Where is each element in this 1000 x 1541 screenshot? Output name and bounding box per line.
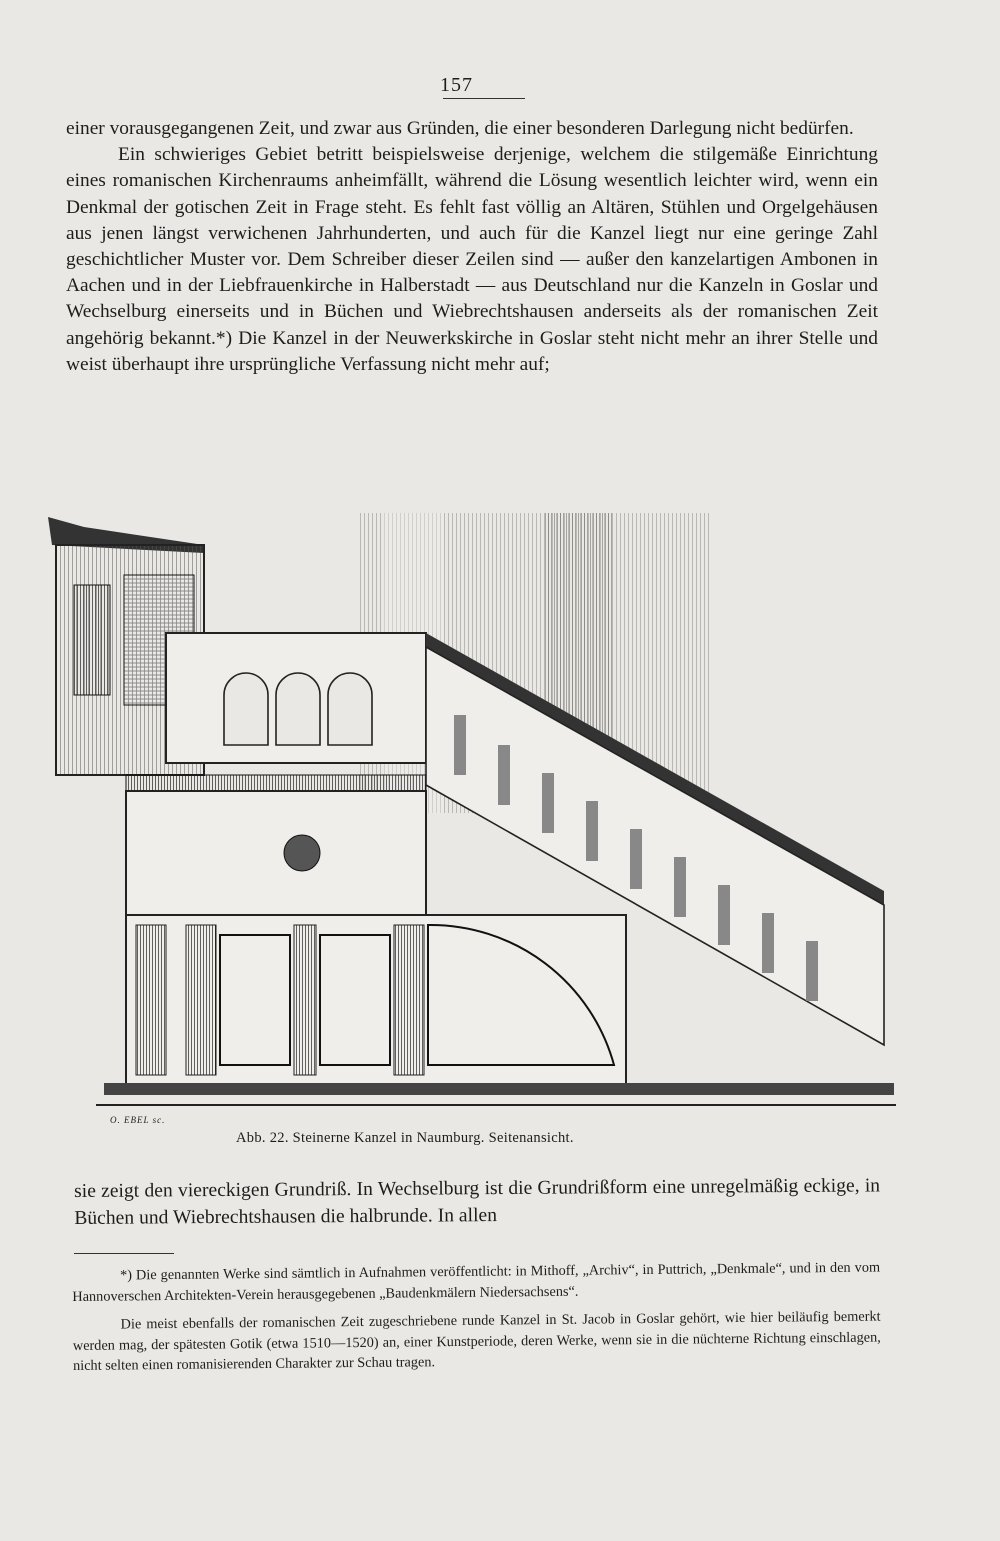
body-paragraph: Ein schwieriges Gebiet betritt beispielsweise derjenige, welchem die stilgemäße Einrichtung eines romanischen Kirchenraums anheimfällt, während die Lösung wesentlich leichter wird, wenn ein Denkmal der gotischen Zeit in Frage steht. Es fehlt fast völlig an Altären, Stühlen und Orgelgehäusen aus jenen längst verwichenen Jahrhunderten, und auch für die Kanzel liegt nur eine geringe Zahl geschichtlicher Muster vor. Dem Schreiber dieser Zeilen sind — außer den kanzelartigen Ambonen in Aachen und in der Liebfrauenkirche in Halberstadt — aus Deutschland nur die Kanzeln in Goslar und Wechselburg einerseits und in Büchen und Wiebrechtshausen anderseits als der romanischen Zeit angehörig bekannt.*) Die Kanzel in der Neuwerkskirche in Goslar steht nicht mehr an ihrer Stelle und weist überhaupt ihre ursprüngliche Verfassung nicht mehr auf; [66, 144, 878, 375]
page-number: 157 [440, 74, 473, 96]
footnote-rule [74, 1253, 174, 1254]
engraver-signature: O. EBEL sc. [110, 1115, 166, 1125]
body-paragraph: einer vorausgegangenen Zeit, und zwar aus Gründen, die einer besonderen Darlegung nicht bedürfen. [66, 118, 854, 139]
footnote: Die meist ebenfalls der romanischen Zeit zugeschriebene runde Kanzel in St. Jacob in Goslar gehört, wie hier beiläufig bemerkt werden mag, der spätesten Gotik (etwa 1510—1520) an, einer Kunstperiode, deren Werke, wenn sie in die nüchterne Richtung einschlagen, nicht selten einen romanisierenden Charakter zur Schau tragen. [72, 1308, 881, 1375]
continuation-text: sie zeigt den viereckigen Grundriß. In Wechselburg ist die Grundrißform eine unregelmäßig eckige, in Büchen und Wiebrechtshausen die halbrunde. In allen [74, 1175, 881, 1229]
footnote: *) Die genannten Werke sind sämtlich in Aufnahmen veröffentlicht: in Mithoff, „Archiv“, in Puttrich, „Denkmale“, und in den vom Hannoverschen Architekten-Verein herausgegebenen „Baudenkmälern Niedersachsens“. [72, 1259, 881, 1305]
figure-caption: Abb. 22. Steinerne Kanzel in Naumburg. Seitenansicht. [236, 1130, 574, 1146]
footnotes [72, 1258, 881, 1385]
page-number-rule [443, 98, 525, 99]
pulpit-engraving [44, 505, 900, 1130]
body-text [66, 116, 878, 378]
